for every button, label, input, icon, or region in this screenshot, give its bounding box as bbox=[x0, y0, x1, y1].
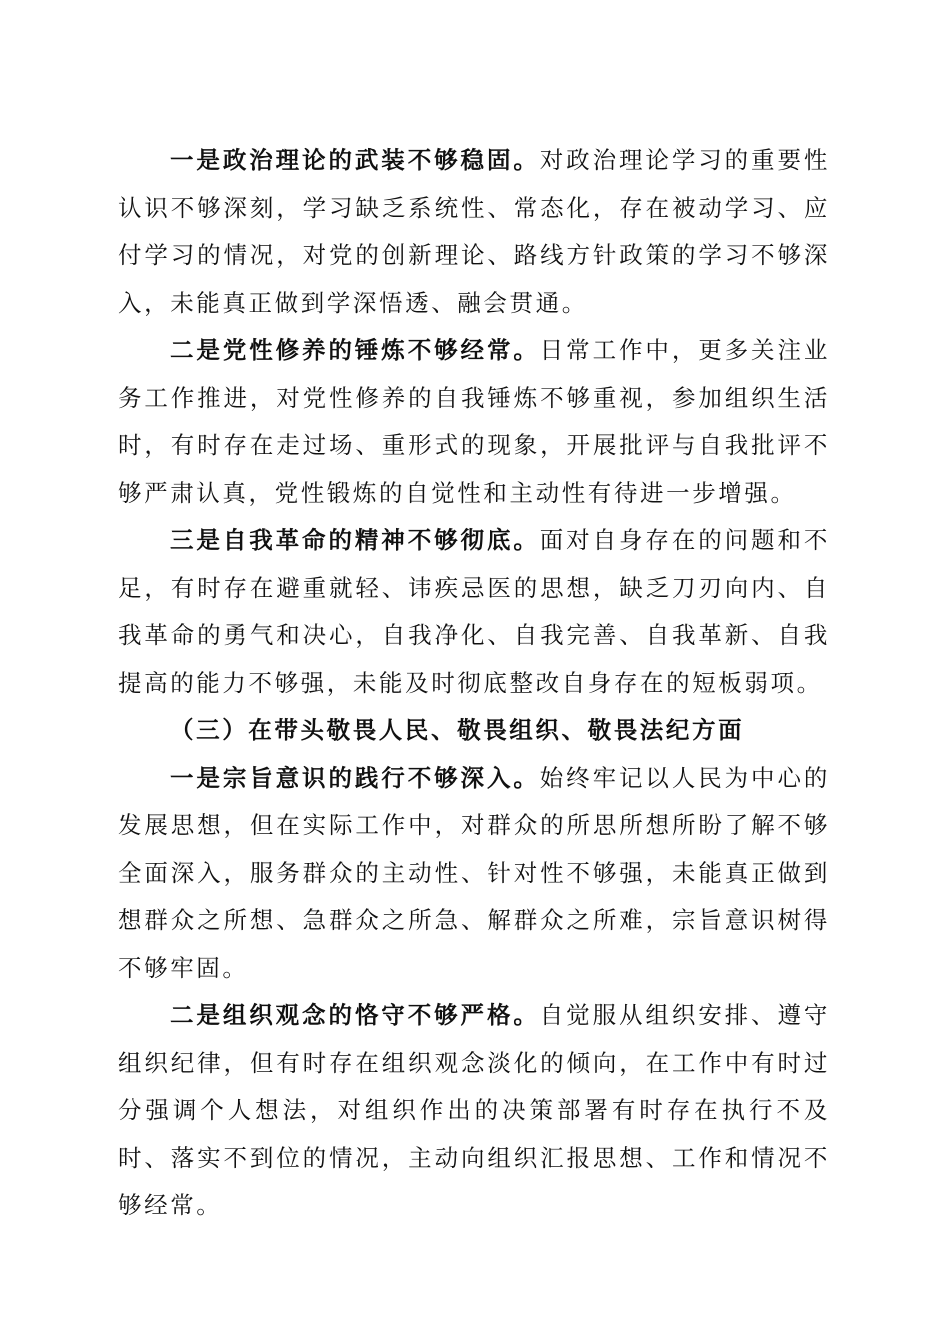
paragraph-lead: 二是组织观念的恪守不够严格。 bbox=[170, 1001, 540, 1029]
paragraph-lead: 二是党性修养的锤炼不够经常。 bbox=[170, 336, 540, 364]
paragraph-organization-concept bbox=[118, 992, 830, 1230]
document-body bbox=[118, 137, 830, 1230]
paragraph-text: 自觉服从组织安排、遵守组织纪律，但有时存在组织观念淡化的倾向，在工作中有时过分强调个人想法，对组织作出的决策部署有时存在执行不及时、落实不到位的情况，主动向组织汇报思想、工作和情况不够经常。 bbox=[118, 1001, 830, 1219]
paragraph-party-spirit bbox=[118, 327, 830, 517]
paragraph-text: 始终牢记以人民为中心的发展思想，但在实际工作中，对群众的所思所想所盼了解不够全面深入，服务群众的主动性、针对性不够强，未能真正做到想群众之所想、急群众之所急、解群众之所难，宗旨意识树得不够牢固。 bbox=[118, 763, 830, 982]
paragraph-text: 面对自身存在的问题和不足，有时存在避重就轻、讳疾忌医的思想，缺乏刀刃向内、自我革命的勇气和决心，自我净化、自我完善、自我革新、自我提高的能力不够强，未能及时彻底整改自身存在的短板弱项。 bbox=[118, 526, 830, 697]
paragraph-lead: 三是自我革命的精神不够彻底。 bbox=[170, 526, 540, 554]
paragraph-purpose-awareness bbox=[118, 755, 830, 993]
section-heading: （三）在带头敬畏人民、敬畏组织、敬畏法纪方面 bbox=[170, 716, 745, 744]
paragraph-text: 对政治理论学习的重要性认识不够深刻，学习缺乏系统性、常态化，存在被动学习、应付学习的情况，对党的创新理论、路线方针政策的学习不够深入，未能真正做到学深悟透、融会贯通。 bbox=[118, 146, 830, 317]
paragraph-self-revolution bbox=[118, 517, 830, 707]
paragraph-lead: 一是政治理论的武装不够稳固。 bbox=[170, 146, 540, 174]
paragraph-lead: 一是宗旨意识的践行不够深入。 bbox=[170, 763, 540, 792]
paragraph-political-theory bbox=[118, 137, 830, 327]
paragraph-text: 日常工作中，更多关注业务工作推进，对党性修养的自我锤炼不够重视，参加组织生活时，有时存在走过场、重形式的现象，开展批评与自我批评不够严肃认真，党性锻炼的自觉性和主动性有待进一步增强。 bbox=[118, 336, 830, 507]
